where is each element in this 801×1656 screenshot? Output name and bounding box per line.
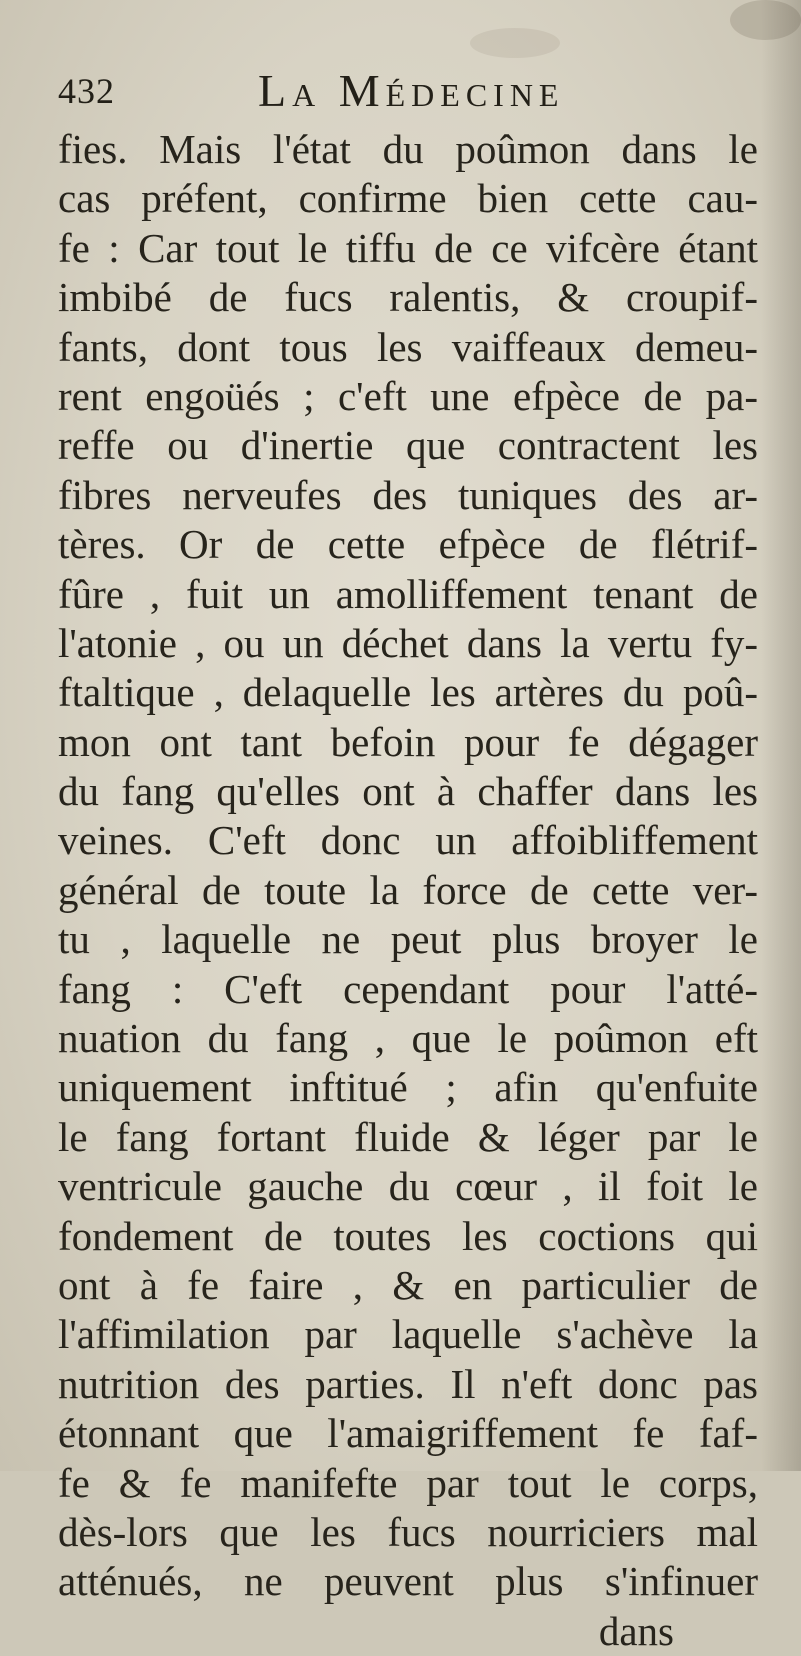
text-line: fûre , fuit un amolliffement tenant de [58, 570, 758, 617]
text-line: reffe ou d'inertie que contractent les [58, 422, 758, 469]
text-line: atténués, ne peuvent plus s'infinuer [58, 1558, 758, 1605]
text-line: cas préfent, confirme bien cette cau- [58, 175, 758, 222]
text-line: tères. Or de cette efpèce de flétrif- [58, 521, 758, 568]
text-line: nutrition des parties. Il n'eft donc pas [58, 1360, 758, 1407]
text-line: étonnant que l'amaigriffement fe faf- [58, 1410, 758, 1457]
text-line: l'atonie , ou un déchet dans la vertu fy- [58, 619, 758, 666]
text-line: uniquement inftitué ; afin qu'enfuite [58, 1064, 758, 1111]
catchword: dans [598, 1607, 674, 1654]
text-line: ont à fe faire , & en particulier de [58, 1261, 758, 1308]
text-line: fants, dont tous les vaiffeaux demeu- [58, 323, 758, 370]
text-line: ventricule gauche du cœur , il foit le [58, 1163, 758, 1210]
text-line: général de toute la force de cette ver- [58, 866, 758, 913]
page-number: 432 [58, 71, 115, 111]
page-header [58, 64, 748, 122]
text-line: nuation du fang , que le poûmon eft [58, 1015, 758, 1062]
text-line: l'affimilation par laquelle s'achève la [58, 1311, 758, 1358]
text-line: mon ont tant befoin pour fe dégager [58, 718, 758, 765]
text-line: fe & fe manifefte par tout le corps, [58, 1459, 758, 1506]
text-line: dès-lors que les fucs nourriciers mal [58, 1508, 758, 1555]
text-line: fibres nerveufes des tuniques des ar- [58, 471, 758, 518]
text-line: rent engoüés ; c'eft une efpèce de pa- [58, 372, 758, 419]
text-line: du fang qu'elles ont à chaffer dans les [58, 768, 758, 815]
paper-stain [470, 28, 560, 58]
body-text [58, 125, 758, 1656]
text-line: imbibé de fucs ralentis, & croupif- [58, 274, 758, 321]
text-line: fies. Mais l'état du poûmon dans le [58, 126, 758, 172]
text-line: fang : C'eft cependant pour l'atté- [58, 965, 758, 1012]
text-line: tu , laquelle ne peut plus broyer le [58, 916, 758, 963]
text-line: le fang fortant fluide & léger par le [58, 1113, 758, 1160]
text-line: fondement de toutes les coctions qui [58, 1212, 758, 1259]
text-line: veines. C'eft donc un affoibliffement [58, 817, 758, 864]
text-line: fe : Car tout le tiffu de ce vifcère étant [58, 224, 758, 271]
text-line: ftaltique , delaquelle les artères du poû- [58, 669, 758, 716]
running-title: La Médecine [258, 65, 565, 116]
paper-stain [730, 0, 801, 40]
